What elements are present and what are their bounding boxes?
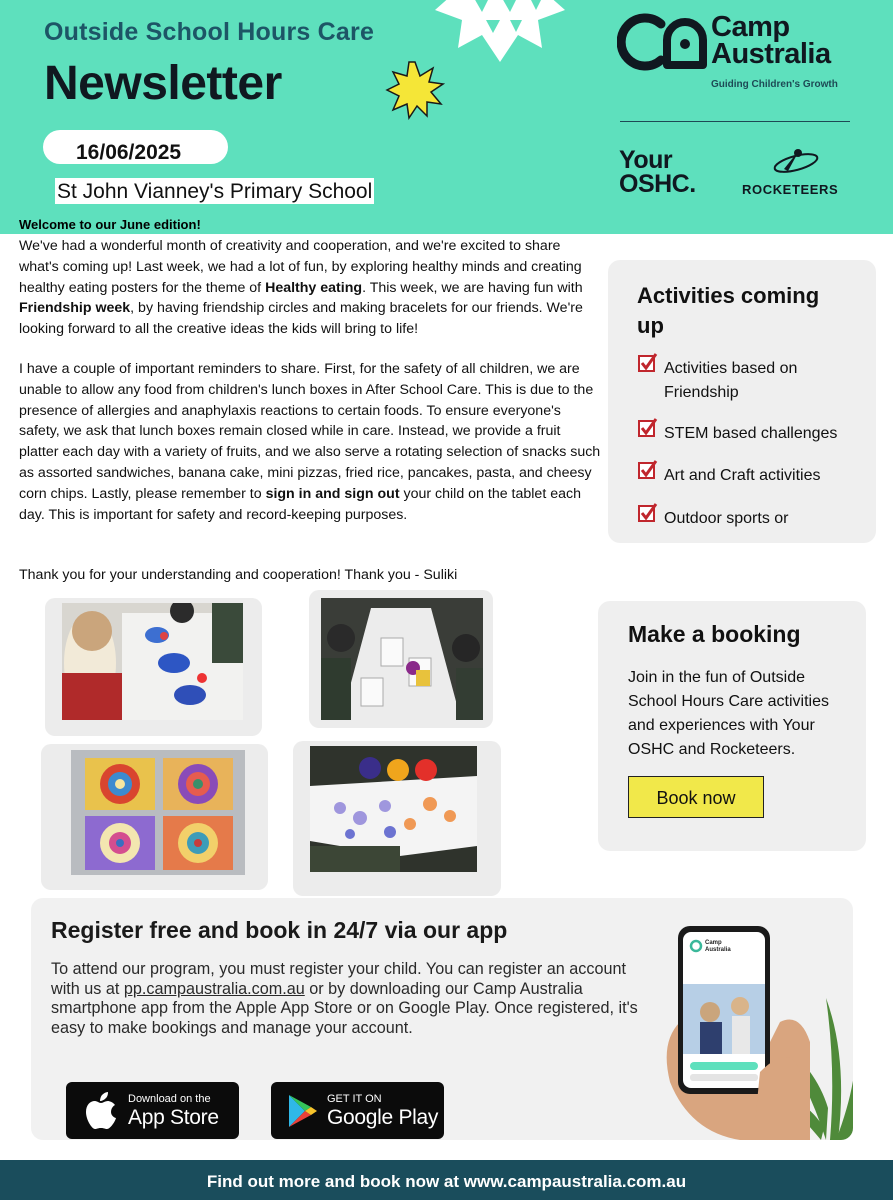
your-oshc-logo xyxy=(619,148,696,196)
footer-banner xyxy=(0,1160,893,1200)
checkbox-checked-icon xyxy=(638,418,658,438)
body-text: your child on the tablet each day. This is important for safety and record-keeping purposes. xyxy=(19,485,581,523)
footer-link-text[interactable]: Find out more and book now at www.campaustralia.com.au xyxy=(206,1172,687,1191)
register-text-part: To attend our program, you must register your child. You can register an account with us at xyxy=(51,960,626,998)
rocketeers-wordmark: ROCKETEERS xyxy=(742,182,839,197)
emphasized-text: Healthy eating xyxy=(265,279,363,296)
header-banner xyxy=(0,0,893,234)
newsletter-title: Newsletter xyxy=(44,57,282,110)
decorative-star-top xyxy=(430,0,570,65)
your-oshc-line1: Your xyxy=(619,146,673,174)
rocketeers-rocket-icon xyxy=(770,145,822,181)
activity-label: STEM based challenges xyxy=(664,425,838,442)
decorative-sunburst xyxy=(385,60,445,120)
register-text xyxy=(51,960,651,1038)
school-name[interactable]: St John Vianney's Primary School xyxy=(57,180,373,203)
activities-title: Activities coming up xyxy=(637,283,820,338)
phone-logo-line1: Camp xyxy=(705,940,722,946)
apple-icon xyxy=(84,1092,118,1130)
register-text-part: or by downloading our Camp Australia smartphone app from the Apple App Store or on Google Play. Once registered, it's easy to make bookings and manage your account. xyxy=(51,979,638,1037)
your-oshc-line2: OSHC. xyxy=(619,170,696,198)
camp-australia-logo-icon xyxy=(617,10,707,72)
activity-label: Outdoor sports or xyxy=(664,510,789,527)
registration-link[interactable]: pp.campaustralia.com.au xyxy=(123,979,305,998)
checkbox-checked-icon xyxy=(638,460,658,480)
booking-description: Join in the fun of Outside School Hours Care activities and experiences with Your OSHC and Rocketeers. xyxy=(628,669,829,758)
app-store-big-label: App Store xyxy=(128,1106,219,1129)
checkbox-checked-icon xyxy=(638,503,658,523)
letter-paragraph-2 xyxy=(19,359,601,525)
photo-mandala-tiles xyxy=(71,750,245,875)
book-now-button[interactable]: Book now xyxy=(628,776,764,818)
activity-label: Art and Craft activities xyxy=(664,467,821,484)
emphasized-text: sign in and sign out xyxy=(265,485,400,502)
logo-word-line2: Australia xyxy=(711,38,831,70)
google-play-small-label: GET IT ON xyxy=(327,1093,382,1105)
photo-group-table-art xyxy=(321,598,483,720)
register-title: Register free and book in 24/7 via our app xyxy=(51,917,508,943)
activity-label: Activities based on Friendship xyxy=(664,360,798,401)
letter-closing: Thank you for your understanding and cooperation! Thank you - Suliki xyxy=(19,567,458,583)
checkbox-checked-icon xyxy=(638,353,658,373)
booking-title: Make a booking xyxy=(628,621,801,647)
body-text: We've had a wonderful month of creativity and cooperation, and we're excited to share what's coming up! Last week, we had a lot of fun, by exploring healthy minds and creating healthy eating posters for the theme of xyxy=(19,238,582,296)
body-text: , by having friendship circles and making bracelets for our friends. We're looking forward to all the creative ideas the kids will bring to life! xyxy=(19,300,583,338)
google-play-button[interactable] xyxy=(271,1082,444,1139)
newsletter-date: 16/06/2025 xyxy=(76,141,182,164)
body-text: I have a couple of important reminders to share. First, for the safety of all children, we are unable to allow any food from children's lunch boxes in After School Care. This is due to the presence of allergies and anaphylaxis reactions to certain foods. To ensure everyone's safety, we ask that lunch boxes remain closed while in care. Instead, we provide a fruit platter each day with a variety of fruits, and we also serve a rotating selection of snacks such as assorted sandwiches, banana cake, mini pizzas, fried rice, pancakes, pasta, and cheesy corn chips. Lastly, please remember to xyxy=(19,361,601,502)
logo-word-line1: Camp xyxy=(711,11,790,43)
photo-handprint-art xyxy=(310,746,477,872)
emphasized-text: Friendship week xyxy=(19,300,131,317)
body-text: . This week, we are having fun with xyxy=(362,279,583,296)
app-store-button[interactable] xyxy=(66,1082,239,1139)
google-play-icon xyxy=(287,1094,319,1128)
logo-tagline: Guiding Children's Growth xyxy=(711,79,838,90)
program-subtitle: Outside School Hours Care xyxy=(44,18,375,46)
app-store-small-label: Download on the xyxy=(128,1093,211,1105)
camp-australia-wordmark xyxy=(711,11,831,70)
welcome-heading: Welcome to our June edition! xyxy=(19,217,201,232)
phone-logo-line2: Australia xyxy=(705,947,731,953)
phone-in-hand-image xyxy=(660,922,810,1140)
photo-children-painting xyxy=(62,603,243,720)
letter-paragraph-1 xyxy=(19,236,601,340)
google-play-big-label: Google Play xyxy=(327,1106,439,1129)
logo-divider xyxy=(620,121,850,122)
